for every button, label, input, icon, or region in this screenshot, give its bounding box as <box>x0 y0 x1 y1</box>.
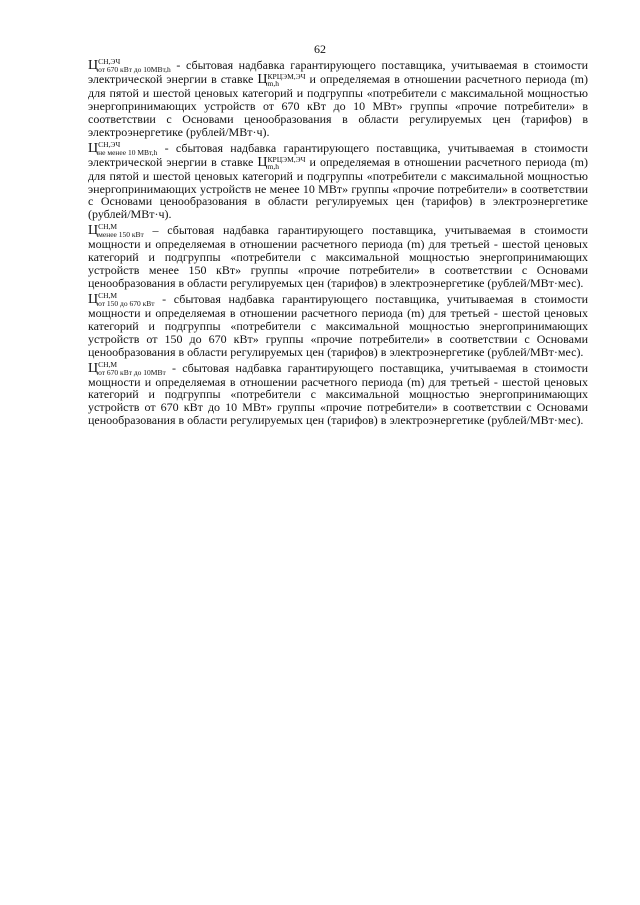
definition-text: - сбытовая надбавка гарантирующего поставщика, учитываемая в стоимости мощности и определяемая в отношении расчетного периода (m) для третьей - шестой ценовых категорий и подгруппы «потребители с максимальной мощностью энергопринимающих устройств от 150 до 670 кВт» группы «прочие потребители» в соответствии с Основами ценообразования в области регулируемых цен (тарифов) в электроэнергетике (рублей/МВт·мес). <box>88 291 588 359</box>
formula-superscript: СН,М <box>98 222 118 232</box>
inline-formula-superscript: КРЦЭМ,ЭЧ <box>267 72 306 81</box>
formula-symbol: Ц <box>88 223 99 239</box>
formula-symbol: Ц <box>88 360 99 376</box>
formula-indices <box>98 361 166 376</box>
definition-paragraph-5 <box>88 361 588 428</box>
formula-symbol: Ц <box>88 140 99 156</box>
definition-paragraph-1 <box>88 58 588 139</box>
definition-text: - сбытовая надбавка гарантирующего поставщика, учитываемая в стоимости мощности и определяемая в отношении расчетного периода (m) для третьей - шестой ценовых категорий и подгруппы «потребители с максимальной мощностью энергопринимающих устройств от 670 кВт до 10 МВт» группы «прочие потребители» в соответствии с Основами ценообразования в области регулируемых цен (тарифов) в электроэнергетике (рублей/МВт·мес). <box>88 360 588 428</box>
definition-text: - сбытовая надбавка гарантирующего поставщика, учитываемая в стоимости электрической энергии в ставке <box>88 58 588 86</box>
inline-formula-symbol: Ц <box>257 72 268 87</box>
formula-superscript: СН,ЭЧ <box>98 139 121 149</box>
inline-formula-subscript: m,h <box>267 161 279 171</box>
formula-symbol: Ц <box>88 291 99 307</box>
formula-indices <box>98 58 171 73</box>
document-body <box>88 58 588 429</box>
definition-paragraph-4 <box>88 292 588 359</box>
inline-formula-superscript: КРЦЭМ,ЭЧ <box>267 154 306 164</box>
formula-subscript: от 670 кВт до 10МВт <box>98 367 166 377</box>
formula-subscript: от 150 до 670 кВт <box>98 298 155 308</box>
definition-paragraph-3 <box>88 223 588 290</box>
formula-indices <box>98 223 144 238</box>
formula-subscript: менее 150 кВт <box>98 230 144 240</box>
inline-formula-symbol: Ц <box>257 154 268 170</box>
definition-text-continued: и определяемая в отношении расчетного периода (m) для пятой и шестой ценовых категорий и подгруппы «потребители с максимальной мощностью энергопринимающих устройств от 670 кВт до 10 МВт» группы «прочие потребители» в соответствии с Основами ценообразования в области регулируемых цен (тарифов) в электроэнергетике (рублей/МВт·ч). <box>88 72 588 139</box>
formula-superscript: СН,М <box>98 359 118 369</box>
definition-text: - сбытовая надбавка гарантирующего поставщика, учитываемая в стоимости электрической энергии в ставке <box>88 140 588 169</box>
inline-formula-indices <box>268 73 306 87</box>
formula-subscript: от 670 кВт до 10МВт,h <box>98 65 171 74</box>
formula-symbol: Ц <box>88 58 99 73</box>
formula-superscript: СН,ЭЧ <box>98 57 121 66</box>
definition-text: – сбытовая надбавка гарантирующего поставщика, учитываемая в стоимости мощности и определяемая в отношении расчетного периода (m) для третьей - шестой ценовых категорий и подгруппы «потребители с максимальной мощностью энергопринимающих устройств менее 150 кВт» группы «прочие потребители» в соответствии с Основами ценообразования в области регулируемых цен (тарифов) в электроэнергетике (рублей/МВт·мес). <box>88 223 588 290</box>
formula-indices <box>98 141 157 156</box>
definition-text-continued: и определяемая в отношении расчетного периода (m) для пятой и шестой ценовых категорий и подгруппы «потребители с максимальной мощностью энергопринимающих устройств не менее 10 МВт» группы «прочие потребители» в соответствии с Основами ценообразования в области регулируемых цен (тарифов) в электроэнергетике (рублей/МВт·ч). <box>88 154 588 222</box>
formula-subscript: не менее 10 МВт,h <box>98 147 158 157</box>
formula-indices <box>98 292 154 307</box>
inline-formula-indices <box>268 156 306 170</box>
page-number: 62 <box>314 42 326 56</box>
definition-paragraph-2 <box>88 141 588 222</box>
formula-superscript: СН,М <box>98 290 118 300</box>
inline-formula-subscript: m,h <box>267 79 279 88</box>
